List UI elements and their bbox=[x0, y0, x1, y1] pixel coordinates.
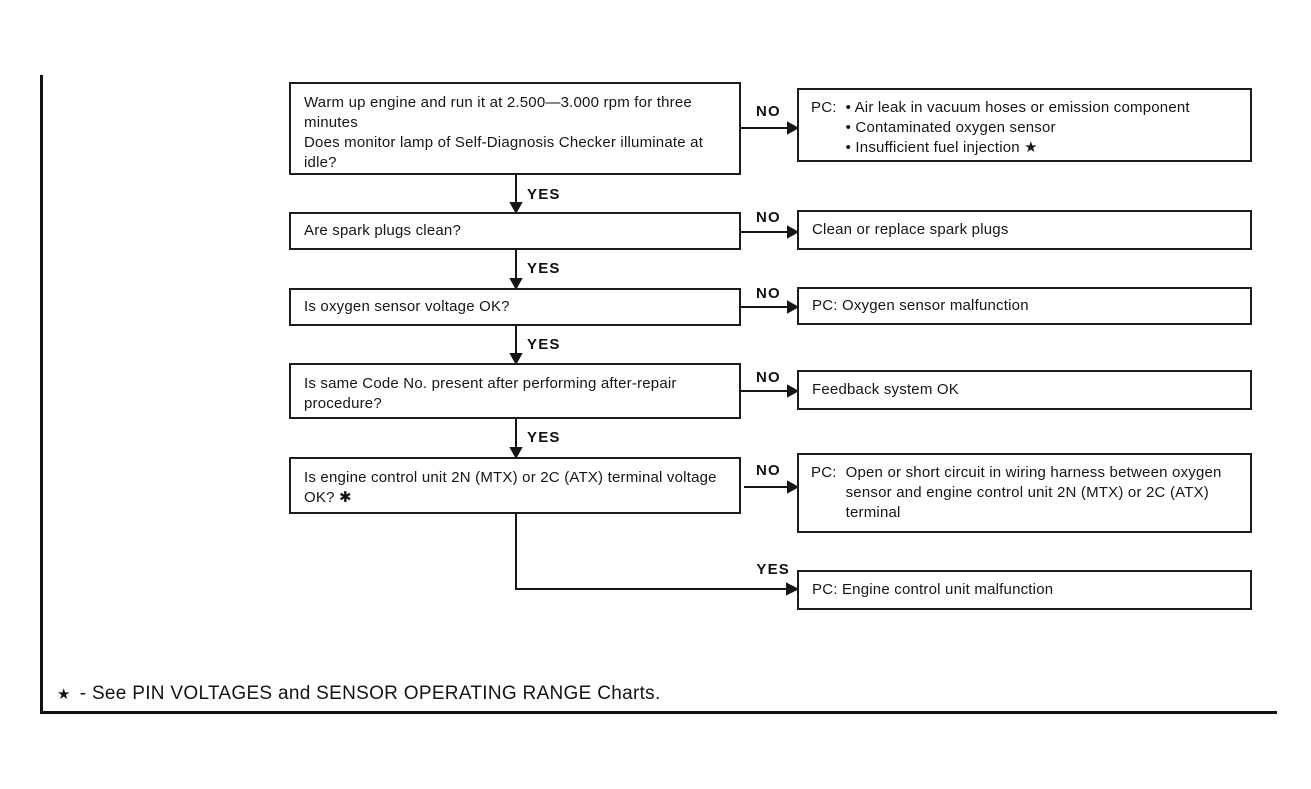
no-label-5: NO bbox=[756, 462, 781, 479]
arrowhead-right-3 bbox=[788, 302, 797, 312]
question-box-ecu-terminal-voltage bbox=[289, 457, 741, 514]
question-box-spark-plugs bbox=[289, 212, 741, 250]
result-box-ecu-malfunction bbox=[797, 570, 1252, 610]
pc-item-air-leak: • Air leak in vacuum hoses or emission component bbox=[845, 99, 1190, 116]
arrowhead-down-2 bbox=[511, 279, 521, 288]
arrowhead-right-2 bbox=[788, 227, 797, 237]
yes-label-1: YES bbox=[527, 186, 561, 203]
question-text-line1: Warm up engine and run it at 2.500—3.000 rpm for three minutes bbox=[304, 94, 692, 131]
result-text: Feedback system OK bbox=[812, 381, 959, 398]
arrowhead-down-4 bbox=[511, 448, 521, 457]
yes-label-4: YES bbox=[527, 429, 561, 446]
result-text: PC: Engine control unit malfunction bbox=[812, 581, 1054, 598]
yes-label-3: YES bbox=[527, 336, 561, 353]
no-label-4: NO bbox=[756, 369, 781, 386]
pc-item-contaminated-sensor: • Contaminated oxygen sensor bbox=[845, 119, 1056, 136]
arrowhead-down-1 bbox=[511, 203, 521, 212]
question-text-line2: Does monitor lamp of Self-Diagnosis Checker illuminate at idle? bbox=[304, 134, 704, 171]
footnote bbox=[57, 683, 661, 705]
arrowhead-right-final bbox=[787, 584, 797, 594]
arrowhead-right-5 bbox=[788, 482, 797, 492]
question-box-same-code-after-repair bbox=[289, 363, 741, 419]
result-box-clean-spark-plugs bbox=[797, 210, 1252, 250]
pc-item-insufficient-fuel: • Insufficient fuel injection ★ bbox=[845, 139, 1038, 156]
result-text: PC: Oxygen sensor malfunction bbox=[812, 297, 1029, 314]
no-label-3: NO bbox=[756, 285, 781, 302]
arrowhead-down-3 bbox=[511, 354, 521, 363]
pc-prefix: PC: bbox=[811, 464, 837, 481]
question-box-oxygen-sensor-voltage bbox=[289, 288, 741, 326]
result-text: Open or short circuit in wiring harness between oxygen sensor and engine control unit 2N (MTX) or 2C (ATX) terminal bbox=[845, 464, 1222, 521]
question-text: Is same Code No. present after performing after-repair procedure? bbox=[304, 375, 677, 412]
yes-label-final: YES bbox=[756, 561, 790, 578]
result-box-feedback-system-ok bbox=[797, 370, 1252, 410]
star-icon: ★ bbox=[57, 686, 71, 703]
result-text: Clean or replace spark plugs bbox=[812, 221, 1009, 238]
result-box-possible-causes-1 bbox=[797, 88, 1252, 162]
question-text: Are spark plugs clean? bbox=[304, 222, 461, 239]
question-text: Is engine control unit 2N (MTX) or 2C (ATX) terminal voltage OK? ✱ bbox=[304, 469, 717, 506]
question-text: Is oxygen sensor voltage OK? bbox=[304, 298, 510, 315]
footnote-text: - See PIN VOLTAGES and SENSOR OPERATING RANGE Charts. bbox=[79, 683, 661, 704]
result-box-wiring-harness bbox=[797, 453, 1252, 533]
pc-prefix: PC: bbox=[811, 99, 837, 116]
no-label-1: NO bbox=[756, 103, 781, 120]
arrowhead-right-4 bbox=[788, 386, 797, 396]
yes-label-2: YES bbox=[527, 260, 561, 277]
result-box-oxygen-sensor-malfunction bbox=[797, 287, 1252, 325]
no-label-2: NO bbox=[756, 209, 781, 226]
arrowhead-right-1 bbox=[788, 123, 797, 133]
question-box-warm-up-engine bbox=[289, 82, 741, 175]
